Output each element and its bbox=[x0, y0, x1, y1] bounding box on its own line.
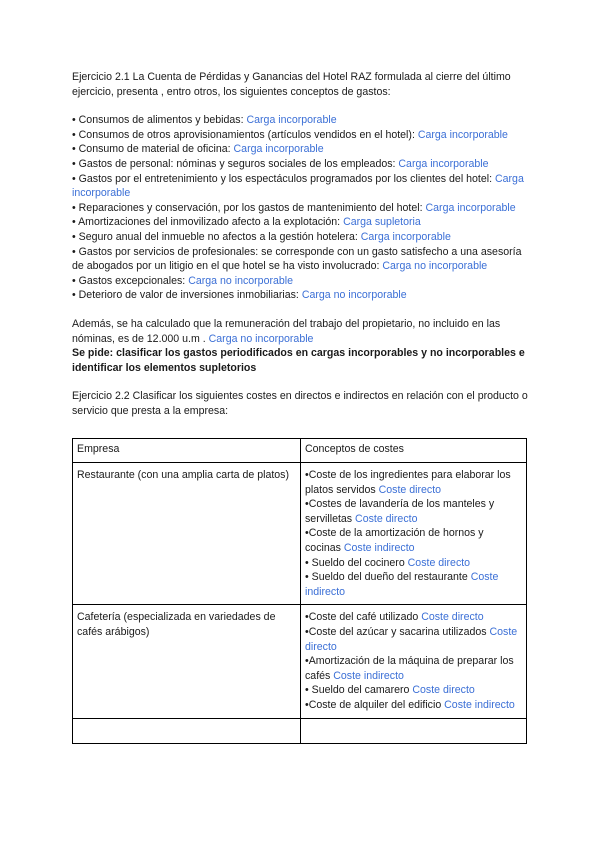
cost-answer: Coste directo bbox=[407, 556, 471, 569]
exercise-2-1-intro: Ejercicio 2.1 La Cuenta de Pérdidas y Ganancias del Hotel RAZ formulada al cierre del último ejercicio, presenta , entro otros, los siguientes conceptos de gastos: bbox=[72, 71, 511, 98]
list-item: • Seguro anual del inmueble no afectos a la gestión hotelera: Carga incorporable bbox=[72, 230, 451, 243]
cost-concept: •Costes de lavandería de los manteles y servilletas Coste directo bbox=[305, 498, 495, 525]
table-row bbox=[73, 463, 527, 605]
owner-remuneration-note: Además, se ha calculado que la remuneración del trabajo del propietario, no incluido en las nóminas, es de 12.000 u.m . Carga no incorporable bbox=[72, 317, 501, 345]
list-item: • Gastos por el entretenimiento y los espectáculos programados por los clientes del hotel: Carga incorporable bbox=[72, 172, 524, 200]
empresa-cell bbox=[73, 718, 301, 743]
list-item: • Consumos de otros aprovisionamientos (artículos vendidos en el hotel): Carga incorporable bbox=[72, 128, 508, 141]
exercise-2-2-intro: Ejercicio 2.2 Clasificar los siguientes costes en directos e indirectos en relación con el producto o servicio que presta a la empresa: bbox=[72, 390, 528, 417]
column-header-empresa: Empresa bbox=[73, 439, 301, 463]
cost-concept: •Amortización de la máquina de preparar los cafés Coste indirecto bbox=[305, 655, 514, 682]
list-item: • Reparaciones y conservación, por los gastos de mantenimiento del hotel: Carga incorporable bbox=[72, 201, 516, 214]
cost-answer: Coste directo bbox=[378, 483, 442, 496]
cost-concept: •Coste de la amortización de hornos y cocinas Coste indirecto bbox=[305, 527, 484, 555]
classification-answer: Carga no incorporable bbox=[208, 332, 314, 345]
classification-answer: Carga no incorporable bbox=[301, 289, 407, 302]
cost-concept: •Coste del azúcar y sacarina utilizados Coste directo bbox=[305, 626, 518, 653]
cost-answer: Coste indirecto bbox=[333, 669, 404, 682]
classification-answer: Carga incorporable bbox=[425, 201, 516, 214]
empresa-cell: Cafetería (especializada en variedades de cafés arábigos) bbox=[73, 605, 301, 718]
cost-concept: •Coste de alquiler del edificio Coste indirecto bbox=[305, 698, 515, 711]
cost-concept: • Sueldo del dueño del restaurante Coste indirecto bbox=[305, 571, 499, 598]
list-item: • Amortizaciones del inmovilizado afecto a la explotación: Carga supletoria bbox=[72, 216, 421, 229]
cost-answer: Coste indirecto bbox=[343, 542, 415, 555]
classification-answer: Carga incorporable bbox=[398, 157, 489, 170]
task-statement: Se pide: clasificar los gastos periodificados en cargas incorporables y no incorporables e identificar los elementos supletorios bbox=[72, 347, 525, 374]
cost-answer: Coste indirecto bbox=[305, 571, 499, 598]
cost-answer: Coste directo bbox=[355, 512, 418, 525]
cost-answer: Coste directo bbox=[412, 684, 475, 697]
conceptos-cell bbox=[301, 605, 527, 718]
classification-answer: Carga supletoria bbox=[343, 216, 421, 229]
cost-answer: Coste directo bbox=[305, 626, 518, 653]
classification-answer: Carga incorporable bbox=[233, 143, 324, 156]
classification-answer: Carga incorporable bbox=[72, 172, 524, 200]
list-item: • Gastos de personal: nóminas y seguros sociales de los empleados: Carga incorporable bbox=[72, 157, 489, 170]
list-item: • Deterioro de valor de inversiones inmobiliarias: Carga no incorporable bbox=[72, 289, 407, 302]
classification-answer: Carga no incorporable bbox=[188, 274, 294, 287]
list-item: • Gastos excepcionales: Carga no incorporable bbox=[72, 274, 294, 287]
cost-answer: Coste indirecto bbox=[444, 698, 515, 711]
empresa-cell: Restaurante (con una amplia carta de platos) bbox=[73, 463, 301, 605]
table-row-empty bbox=[73, 718, 527, 743]
cost-concept: • Sueldo del cocinero Coste directo bbox=[305, 556, 471, 569]
conceptos-cell bbox=[301, 463, 527, 605]
list-item: • Gastos por servicios de profesionales: se corresponde con un gasto satisfecho a una asesoría de abogados por un litigio en el que hotel se ha visto involucrado: Carga no incorporable bbox=[72, 245, 522, 273]
cost-classification-table bbox=[72, 438, 527, 743]
cost-concept: •Coste del café utilizado Coste directo bbox=[305, 611, 484, 624]
column-header-conceptos: Conceptos de costes bbox=[301, 439, 527, 463]
cost-concept: •Coste de los ingredientes para elaborar los platos servidos Coste directo bbox=[305, 469, 511, 496]
cost-answer: Coste directo bbox=[421, 611, 484, 624]
table-row bbox=[73, 605, 527, 718]
table-header-row bbox=[73, 439, 527, 463]
conceptos-cell bbox=[301, 718, 527, 743]
list-item: • Consumo de material de oficina: Carga incorporable bbox=[72, 143, 324, 156]
classification-answer: Carga incorporable bbox=[246, 114, 337, 127]
classification-answer: Carga no incorporable bbox=[382, 260, 488, 273]
cost-concept: • Sueldo del camarero Coste directo bbox=[305, 684, 475, 697]
list-item: • Consumos de alimentos y bebidas: Carga incorporable bbox=[72, 114, 337, 127]
document-page bbox=[72, 70, 528, 744]
expense-concepts-list bbox=[72, 113, 528, 303]
classification-answer: Carga incorporable bbox=[360, 230, 451, 243]
classification-answer: Carga incorporable bbox=[417, 128, 508, 141]
